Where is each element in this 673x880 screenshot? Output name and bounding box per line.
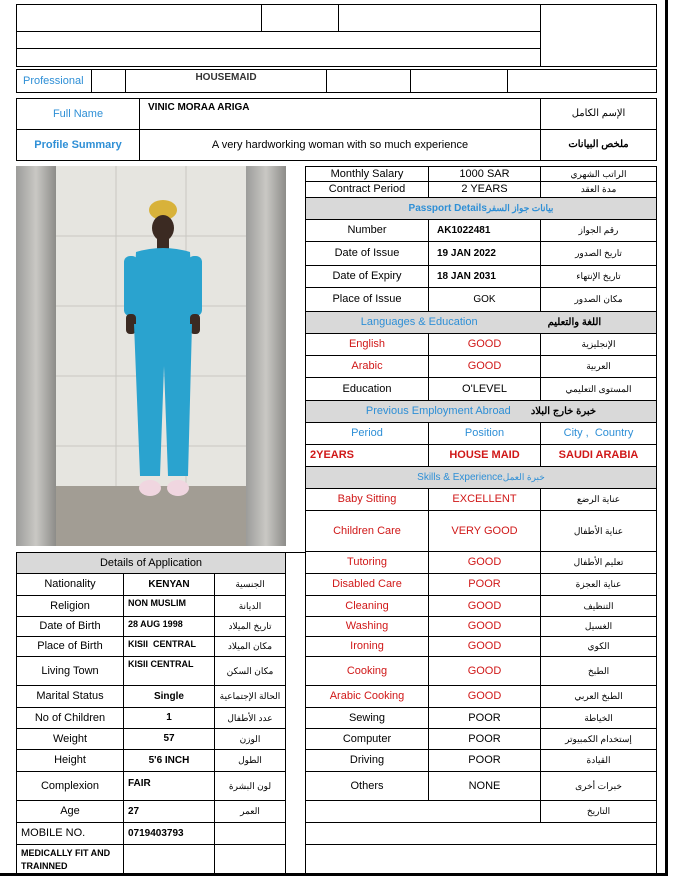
position-column-header: Position xyxy=(428,422,541,445)
app-value: Single xyxy=(123,685,215,708)
app-label: Date of Birth xyxy=(16,616,124,637)
passport-number-value: AK1022481 xyxy=(428,219,541,242)
app-value: 57 xyxy=(123,728,215,750)
app-ar: الوزن xyxy=(214,728,286,750)
mobile-label: MOBILE NO. xyxy=(16,822,124,845)
app-ar: تاريخ الميلاد xyxy=(214,616,286,637)
arabic-ar: العربية xyxy=(540,355,657,378)
app-ar: الجنسية xyxy=(214,573,286,596)
logo-box xyxy=(540,4,657,67)
skill-value: GOOD xyxy=(428,551,541,574)
arabic-value: GOOD xyxy=(428,355,541,378)
skill-value: POOR xyxy=(428,728,541,750)
english-value: GOOD xyxy=(428,333,541,356)
professional-cell xyxy=(410,69,508,93)
gap-col xyxy=(285,552,306,876)
app-label: Living Town xyxy=(16,656,124,686)
app-value: 1 xyxy=(123,707,215,729)
app-ar: العمر xyxy=(214,800,286,823)
skill-value: POOR xyxy=(428,573,541,596)
full-name-label: Full Name xyxy=(16,98,140,130)
skills-section-header xyxy=(305,466,657,489)
skill-ar: تعليم الأطفال xyxy=(540,551,657,574)
profile-summary-label: Profile Summary xyxy=(16,129,140,161)
app-ar: مكان السكن xyxy=(214,656,286,686)
skill-ar: إستخدام الكمبيوتر xyxy=(540,728,657,750)
place-of-issue-label: Place of Issue xyxy=(305,287,429,312)
app-value: KISII CENTRAL xyxy=(123,656,215,686)
previous-employment-title-ar: خبرة خارج البلاد xyxy=(530,405,597,417)
place-of-issue-ar: مكان الصدور xyxy=(540,287,657,312)
issue-date-label: Date of Issue xyxy=(305,241,429,266)
skill-ar: عناية الرضع xyxy=(540,488,657,511)
professional-cell xyxy=(326,69,411,93)
skill-value: GOOD xyxy=(428,616,541,637)
education-label: Education xyxy=(305,377,429,401)
header-cell xyxy=(16,48,541,67)
profile-summary-ar: ملخص البيانات xyxy=(540,129,657,161)
salary-ar: الراتب الشهري xyxy=(540,166,657,182)
salary-label: Monthly Salary xyxy=(305,166,429,182)
app-ar: الحالة الإجتماعية xyxy=(214,685,286,708)
english-ar: الإنجليزية xyxy=(540,333,657,356)
skill-value: POOR xyxy=(428,749,541,772)
country-column-header: City , Country xyxy=(540,422,657,445)
languages-title: Languages & Education xyxy=(360,316,478,329)
skill-label: Others xyxy=(305,771,429,801)
previous-employment-header xyxy=(305,400,657,423)
app-label: Height xyxy=(16,749,124,772)
expiry-date-label: Date of Expiry xyxy=(305,265,429,288)
skill-label: Cleaning xyxy=(305,595,429,617)
app-value: FAIR xyxy=(123,771,215,801)
header-cell xyxy=(338,4,541,32)
skill-value: POOR xyxy=(428,707,541,729)
medical-blank xyxy=(123,844,215,876)
skill-label: Computer xyxy=(305,728,429,750)
professional-spacer xyxy=(91,69,126,93)
mobile-blank xyxy=(214,822,286,845)
header-cell xyxy=(261,4,339,32)
skill-ar: خبرات أخرى xyxy=(540,771,657,801)
skill-value: GOOD xyxy=(428,685,541,708)
app-ar: عدد الأطفال xyxy=(214,707,286,729)
skill-ar: القيادة xyxy=(540,749,657,772)
skill-label: Driving xyxy=(305,749,429,772)
app-value: 27 xyxy=(123,800,215,823)
medical-label: MEDICALLY FIT AND TRAINNED xyxy=(16,844,124,876)
education-ar: المستوى التعليمي xyxy=(540,377,657,401)
app-value: 28 AUG 1998 xyxy=(123,616,215,637)
full-name-value: VINIC MORAA ARIGA xyxy=(139,98,541,130)
contract-ar: مدة العقد xyxy=(540,181,657,198)
skill-value: GOOD xyxy=(428,656,541,686)
contract-label: Contract Period xyxy=(305,181,429,198)
skill-value: EXCELLENT xyxy=(428,488,541,511)
professional-label: Professional xyxy=(16,69,92,93)
contract-value: 2 YEARS xyxy=(428,181,541,198)
passport-number-ar: رقم الجواز xyxy=(540,219,657,242)
skill-ar: الطبخ xyxy=(540,656,657,686)
app-value: NON MUSLIM xyxy=(123,595,215,617)
date-cell xyxy=(305,800,541,823)
skill-label: Baby Sitting xyxy=(305,488,429,511)
app-value: 5'6 INCH xyxy=(123,749,215,772)
skill-label: Arabic Cooking xyxy=(305,685,429,708)
app-ar: الديانة xyxy=(214,595,286,617)
professional-cell xyxy=(507,69,657,93)
skill-value: VERY GOOD xyxy=(428,510,541,552)
arabic-label: Arabic xyxy=(305,355,429,378)
employment-period-value: 2YEARS xyxy=(305,444,429,467)
languages-section-header xyxy=(305,311,657,334)
skill-label: Washing xyxy=(305,616,429,637)
employment-country-value: SAUDI ARABIA xyxy=(540,444,657,467)
expiry-date-ar: تاريخ الإنتهاء xyxy=(540,265,657,288)
app-label: No of Children xyxy=(16,707,124,729)
full-name-ar: الإسم الكامل xyxy=(540,98,657,130)
expiry-date-value: 18 JAN 2031 xyxy=(428,265,541,288)
mobile-value: 0719403793 xyxy=(123,822,215,845)
languages-title-ar: اللغة والتعليم xyxy=(547,316,602,328)
education-value: O'LEVEL xyxy=(428,377,541,401)
header-cell xyxy=(16,4,262,32)
skill-ar: عناية العجزة xyxy=(540,573,657,596)
skill-ar: الغسيل xyxy=(540,616,657,637)
skill-ar: الكوي xyxy=(540,636,657,657)
app-label: Age xyxy=(16,800,124,823)
passport-number-label: Number xyxy=(305,219,429,242)
app-label: Weight xyxy=(16,728,124,750)
skills-title: Skills & Experience xyxy=(417,471,503,483)
app-label: Marital Status xyxy=(16,685,124,708)
app-value: KISII CENTRAL xyxy=(123,636,215,657)
application-title: Details of Application xyxy=(16,552,286,574)
place-of-issue-value: GOK xyxy=(428,287,541,312)
app-ar: مكان الميلاد xyxy=(214,636,286,657)
skill-value: GOOD xyxy=(428,636,541,657)
period-column-header: Period xyxy=(305,422,429,445)
previous-employment-title: Previous Employment Abroad xyxy=(365,405,511,418)
date-ar: التاريخ xyxy=(540,800,657,823)
app-value: KENYAN xyxy=(123,573,215,596)
professional-value: HOUSEMAID xyxy=(125,69,327,93)
skill-value: NONE xyxy=(428,771,541,801)
skill-label: Disabled Care xyxy=(305,573,429,596)
issue-date-ar: تاريخ الصدور xyxy=(540,241,657,266)
blank-cell xyxy=(305,822,657,845)
blank-cell xyxy=(305,844,657,876)
skill-ar: التنظيف xyxy=(540,595,657,617)
app-ar: لون البشرة xyxy=(214,771,286,801)
medical-blank xyxy=(214,844,286,876)
header-cell xyxy=(16,31,541,49)
profile-summary-value: A very hardworking woman with so much experience xyxy=(139,129,541,161)
skill-ar: الخياطة xyxy=(540,707,657,729)
app-ar: الطول xyxy=(214,749,286,772)
issue-date-value: 19 JAN 2022 xyxy=(428,241,541,266)
employment-position-value: HOUSE MAID xyxy=(428,444,541,467)
passport-title: Passport Details xyxy=(408,202,487,214)
passport-section-header xyxy=(305,197,657,220)
app-label: Religion xyxy=(16,595,124,617)
passport-title-ar: بيانات جواز السفر xyxy=(486,203,554,214)
candidate-photo xyxy=(16,166,286,546)
app-label: Nationality xyxy=(16,573,124,596)
skills-title-ar: خبرة العمل xyxy=(502,472,545,483)
english-label: English xyxy=(305,333,429,356)
skill-label: Sewing xyxy=(305,707,429,729)
skill-label: Tutoring xyxy=(305,551,429,574)
salary-value: 1000 SAR xyxy=(428,166,541,182)
skill-label: Ironing xyxy=(305,636,429,657)
skill-ar: عناية الأطفال xyxy=(540,510,657,552)
skill-label: Children Care xyxy=(305,510,429,552)
app-label: Complexion xyxy=(16,771,124,801)
app-label: Place of Birth xyxy=(16,636,124,657)
skill-label: Cooking xyxy=(305,656,429,686)
skill-value: GOOD xyxy=(428,595,541,617)
skill-ar: الطبخ العربي xyxy=(540,685,657,708)
